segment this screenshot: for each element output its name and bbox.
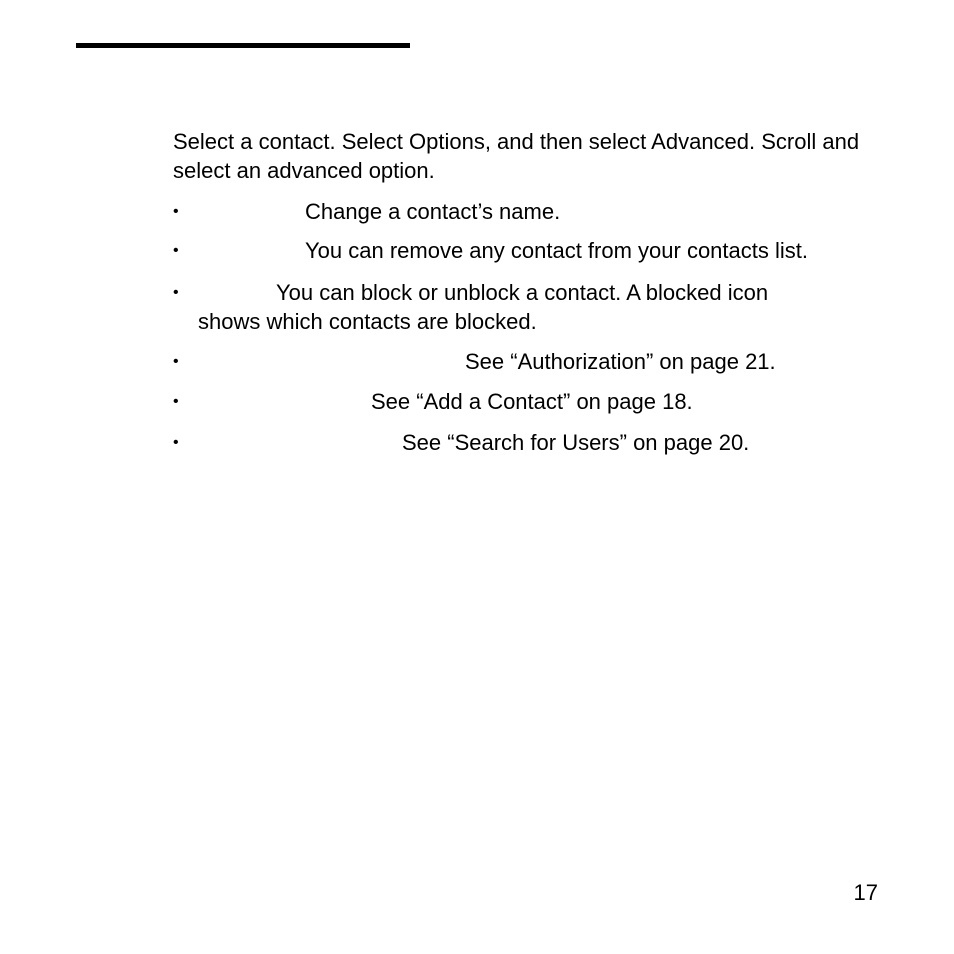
bullet-marker: • (173, 203, 179, 220)
bullet-marker: • (173, 434, 179, 451)
list-item (173, 387, 893, 416)
list-item-text: See “Authorization” on page 21. (465, 349, 776, 374)
list-item-text: See “Search for Users” on page 20. (402, 430, 750, 455)
list-item (173, 278, 893, 336)
bullet-marker: • (173, 284, 179, 301)
list-item (173, 197, 893, 226)
list-item-text: Change a contact’s name. (305, 199, 561, 224)
bullet-marker: • (173, 353, 179, 370)
list-item-text: You can block or unblock a contact. A blocked icon (276, 280, 769, 305)
header-rule (76, 43, 410, 48)
list-item (173, 347, 893, 376)
list-item (173, 428, 893, 457)
list-item-text-continuation: shows which contacts are blocked. (198, 309, 537, 334)
list-item (173, 236, 893, 265)
bullet-marker: • (173, 393, 179, 410)
list-item-text: See “Add a Contact” on page 18. (371, 389, 693, 414)
bullet-marker: • (173, 242, 179, 259)
page-number: 17 (853, 880, 878, 905)
intro-paragraph: Select a contact. Select Options, and then select Advanced. Scroll and select an advanced option. (173, 129, 860, 183)
list-item-text: You can remove any contact from your contacts list. (305, 238, 808, 263)
